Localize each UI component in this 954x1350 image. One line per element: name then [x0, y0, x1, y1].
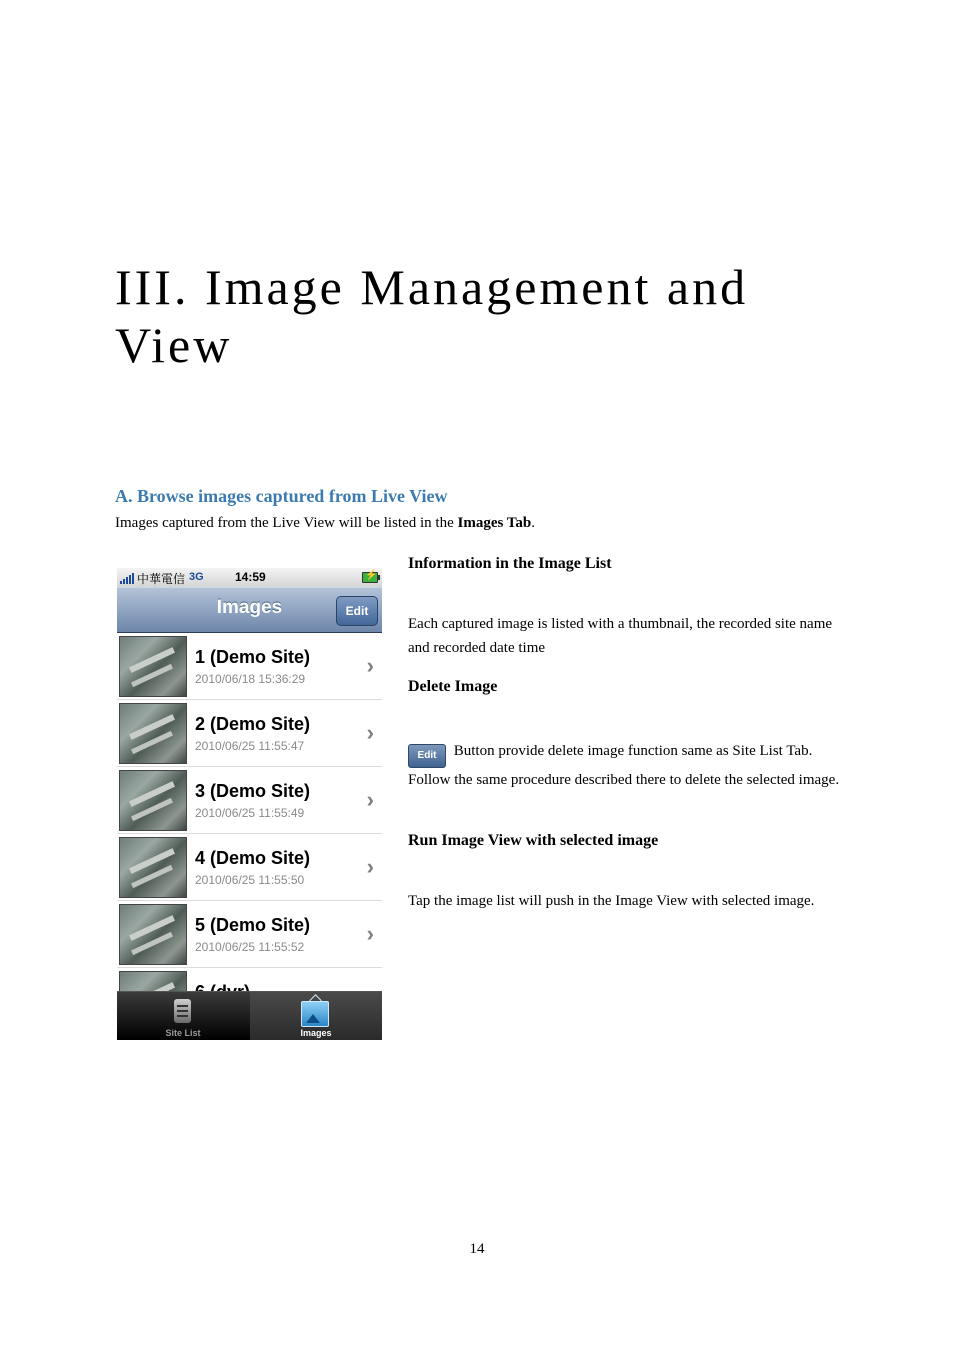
image-thumbnail	[119, 636, 187, 697]
chapter-title: III. Image Management and View	[115, 259, 749, 373]
chevron-right-icon: ›	[366, 720, 374, 745]
network-type: 3G	[189, 571, 204, 583]
delete-text: Button provide delete image function same as Site List Tab. Follow the same procedure described there to delete the selected image.	[408, 743, 840, 788]
status-time: 14:59	[235, 570, 266, 584]
image-thumbnail	[119, 703, 187, 764]
edit-button-inline: Edit	[408, 744, 446, 768]
intro-paragraph	[115, 515, 535, 532]
delete-paragraph	[408, 739, 848, 792]
row-date: 2010/06/25 11:55:50	[195, 873, 305, 887]
chevron-right-icon: ›	[366, 854, 374, 879]
signal-icon	[120, 573, 134, 584]
intro-bold: Images Tab	[457, 515, 532, 531]
carrier-name: 中華電信	[137, 572, 186, 586]
site-list-icon	[174, 999, 191, 1023]
tab-label: Images	[300, 1028, 332, 1038]
row-title: 3 (Demo Site)	[195, 781, 311, 801]
intro-text: Images captured from the Live View will be listed in the	[115, 515, 458, 531]
chevron-right-icon: ›	[366, 921, 374, 946]
image-thumbnail	[119, 837, 187, 898]
info-text: Each captured image is listed with a thumbnail, the recorded site name and recorded date time	[408, 616, 833, 656]
battery-icon: ⚡	[362, 572, 378, 583]
row-date: 2010/06/18 15:36:29	[195, 672, 306, 686]
row-date: 2010/06/25 11:55:52	[195, 940, 305, 954]
row-date: 2010/06/25 11:55:49	[195, 806, 305, 820]
images-icon	[301, 1001, 329, 1027]
image-thumbnail	[119, 770, 187, 831]
list-item[interactable]	[117, 700, 382, 767]
delete-heading: Delete Image	[408, 678, 498, 695]
row-title: 5 (Demo Site)	[195, 915, 311, 935]
row-title: 1 (Demo Site)	[195, 647, 311, 667]
list-item[interactable]	[117, 767, 382, 834]
chevron-right-icon: ›	[366, 653, 374, 678]
phone-screenshot	[117, 568, 382, 1040]
intro-end: .	[531, 515, 536, 531]
image-list	[117, 633, 382, 1035]
tab-label: Site List	[165, 1028, 201, 1038]
tab-site-list[interactable]	[117, 992, 249, 1040]
row-title: 4 (Demo Site)	[195, 848, 311, 868]
image-thumbnail	[119, 904, 187, 965]
run-heading: Run Image View with selected image	[408, 832, 659, 849]
row-date: 2010/06/25 11:55:47	[195, 739, 305, 753]
chevron-right-icon: ›	[366, 787, 374, 812]
page-number: 14	[469, 1241, 485, 1257]
edit-button[interactable]: Edit	[336, 596, 378, 626]
list-item[interactable]	[117, 901, 382, 968]
info-heading: Information in the Image List	[408, 555, 612, 572]
run-text: Tap the image list will push in the Image View with selected image.	[408, 893, 815, 909]
list-item[interactable]	[117, 633, 382, 700]
status-bar	[117, 568, 382, 587]
tab-bar	[117, 991, 382, 1040]
section-heading: A. Browse images captured from Live View	[115, 486, 448, 506]
nav-title: Images	[216, 597, 283, 618]
row-title: 2 (Demo Site)	[195, 714, 311, 734]
list-item[interactable]	[117, 834, 382, 901]
nav-bar	[117, 587, 382, 633]
tab-images[interactable]	[250, 992, 382, 1040]
